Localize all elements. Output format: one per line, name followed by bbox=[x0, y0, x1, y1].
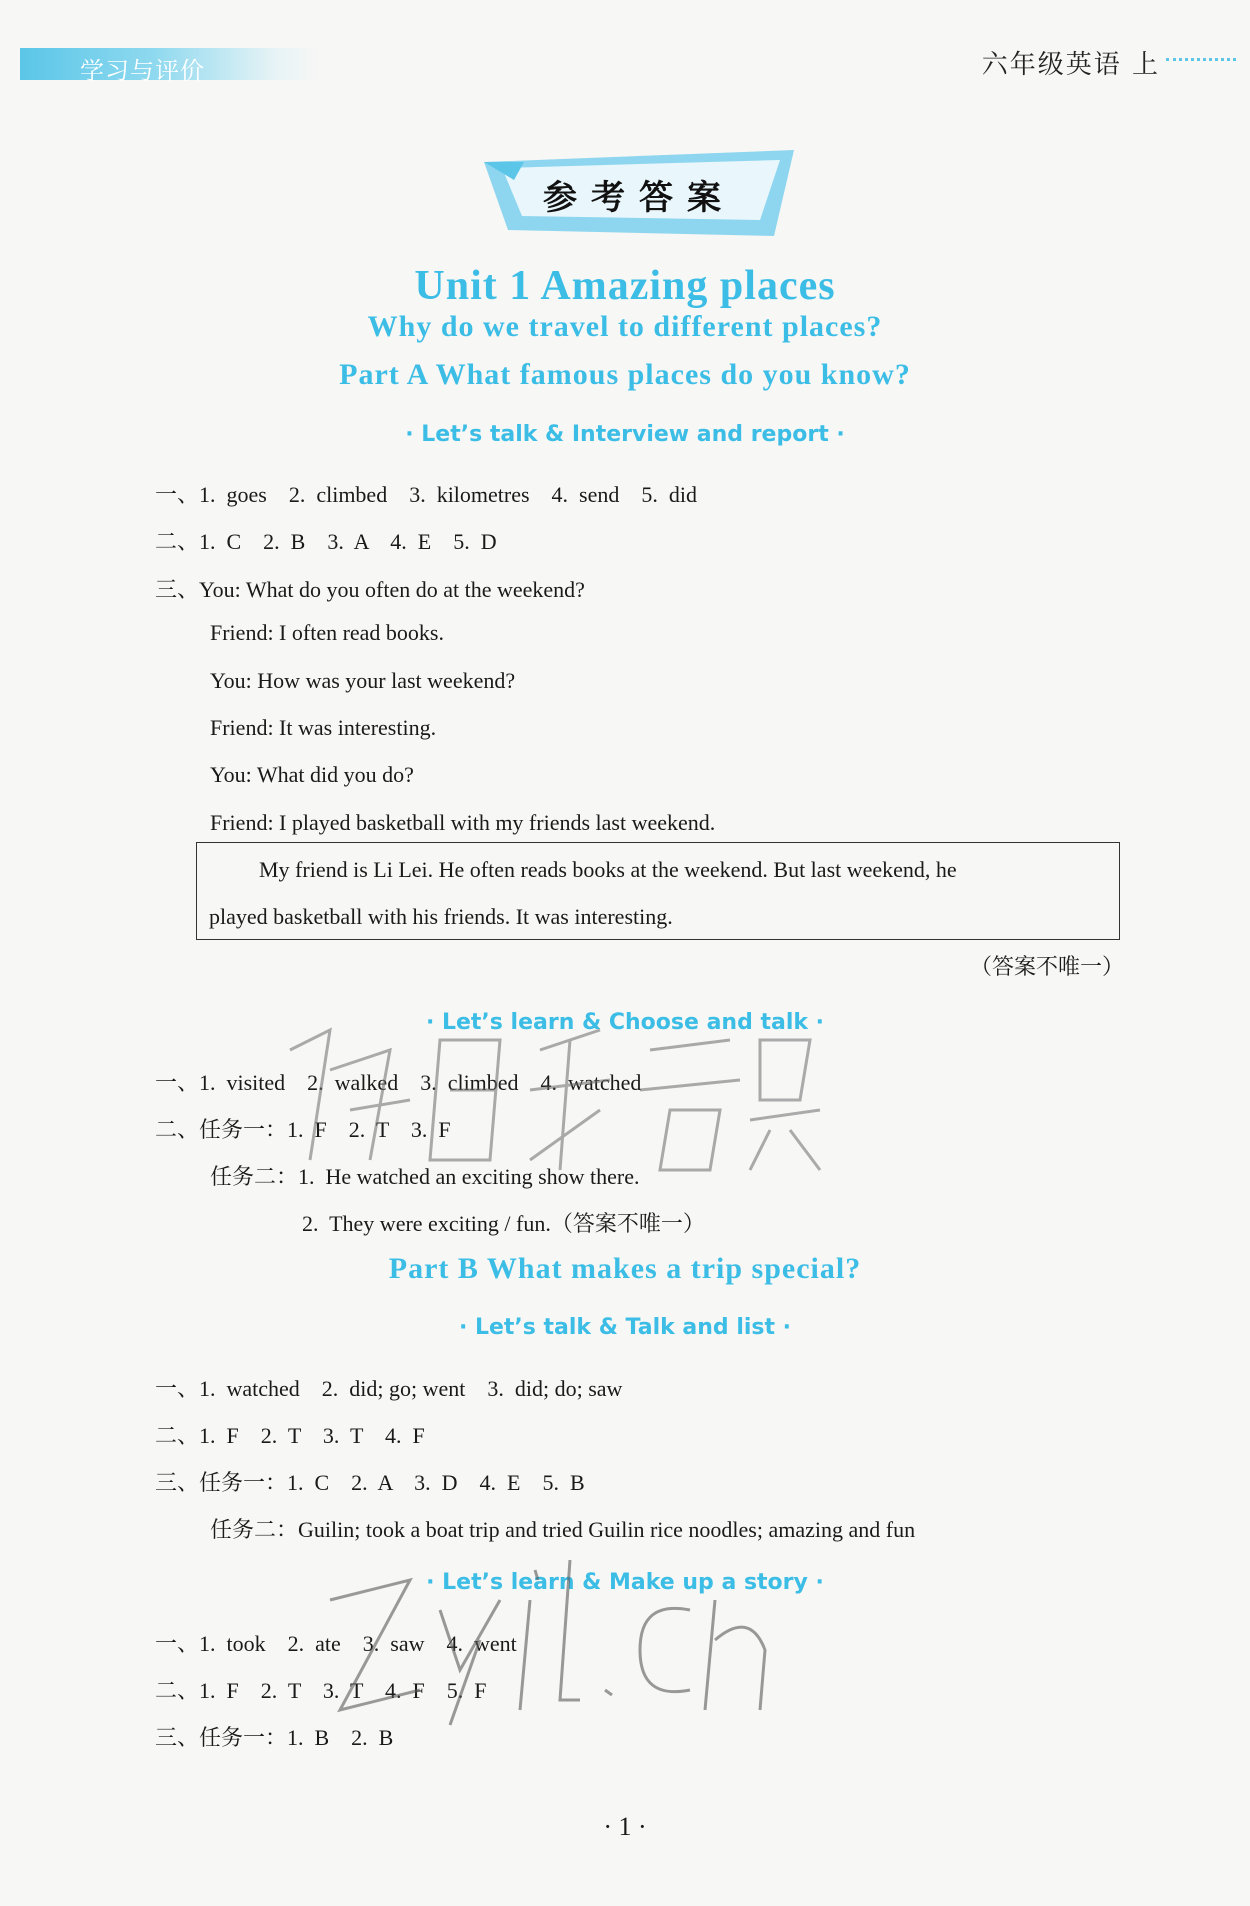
question-title: Why do we travel to different places? bbox=[367, 310, 883, 343]
dialogue-line: You: What did you do? bbox=[210, 762, 414, 787]
dialogue-line: You: How was your last weekend? bbox=[210, 668, 516, 693]
answer-line: 二、1. F 2. T 3. T 4. F 5. F bbox=[155, 1678, 487, 1703]
answer-line: 一、1. took 2. ate 3. saw 4. went bbox=[155, 1631, 517, 1656]
report-line-1: My friend is Li Lei. He often reads books at the weekend. But last weekend, he bbox=[259, 857, 957, 882]
dialogue-line: Friend: I often read books. bbox=[210, 620, 444, 645]
part-a-title: Part A What famous places do you know? bbox=[339, 358, 911, 391]
answer-line: 一、1. visited 2. walked 3. climbed 4. watched bbox=[155, 1070, 642, 1095]
section-title-talk-interview: · Let’s talk & Interview and report · bbox=[405, 422, 845, 447]
unit-title: Unit 1 Amazing places bbox=[414, 263, 836, 309]
header-left-label: 学习与评价 bbox=[80, 57, 205, 85]
dialogue-line: Friend: It was interesting. bbox=[210, 715, 437, 740]
answer-line: 2. They were exciting / fun.（答案不唯一） bbox=[302, 1211, 705, 1236]
section-title-talk-list: · Let’s talk & Talk and list · bbox=[458, 1315, 792, 1340]
page-number: · 1 · bbox=[603, 1812, 647, 1841]
answer-line: 二、1. F 2. T 3. T 4. F bbox=[155, 1423, 425, 1448]
answer-banner bbox=[484, 150, 794, 236]
answer-line: 二、任务一：1. F 2. T 3. F bbox=[155, 1117, 451, 1142]
answer-line: 任务二：1. He watched an exciting show there. bbox=[210, 1164, 640, 1189]
dialogue-line: Friend: I played basketball with my friends last weekend. bbox=[210, 810, 716, 835]
answer-line: 二、1. C 2. B 3. A 4. E 5. D bbox=[155, 529, 497, 554]
answer-line: 三、任务一：1. B 2. B bbox=[155, 1725, 394, 1750]
report-line-2: played basketball with his friends. It was interesting. bbox=[209, 904, 673, 929]
section-title-learn-choose: · Let’s learn & Choose and talk · bbox=[425, 1010, 825, 1035]
answer-note: （答案不唯一） bbox=[969, 954, 1124, 979]
answer-line: 一、1. goes 2. climbed 3. kilometres 4. send 5. did bbox=[155, 482, 697, 507]
answer-line: 一、1. watched 2. did; go; went 3. did; do; saw bbox=[155, 1376, 623, 1401]
section-title-learn-story: · Let’s learn & Make up a story · bbox=[426, 1570, 824, 1595]
header-dots bbox=[1166, 58, 1236, 65]
answer-line: 三、任务一：1. C 2. A 3. D 4. E 5. B bbox=[155, 1470, 585, 1495]
answer-line: 三、You: What do you often do at the weekend? bbox=[155, 577, 585, 602]
answer-line: 任务二：Guilin; took a boat trip and tried Guilin rice noodles; amazing and fun bbox=[210, 1517, 916, 1542]
header-band bbox=[20, 48, 320, 85]
part-b-title: Part B What makes a trip special? bbox=[388, 1252, 862, 1285]
report-box bbox=[196, 842, 1120, 940]
banner-text: 参考答案 bbox=[543, 178, 735, 218]
header-right-label: 六年级英语 上 bbox=[981, 50, 1160, 80]
